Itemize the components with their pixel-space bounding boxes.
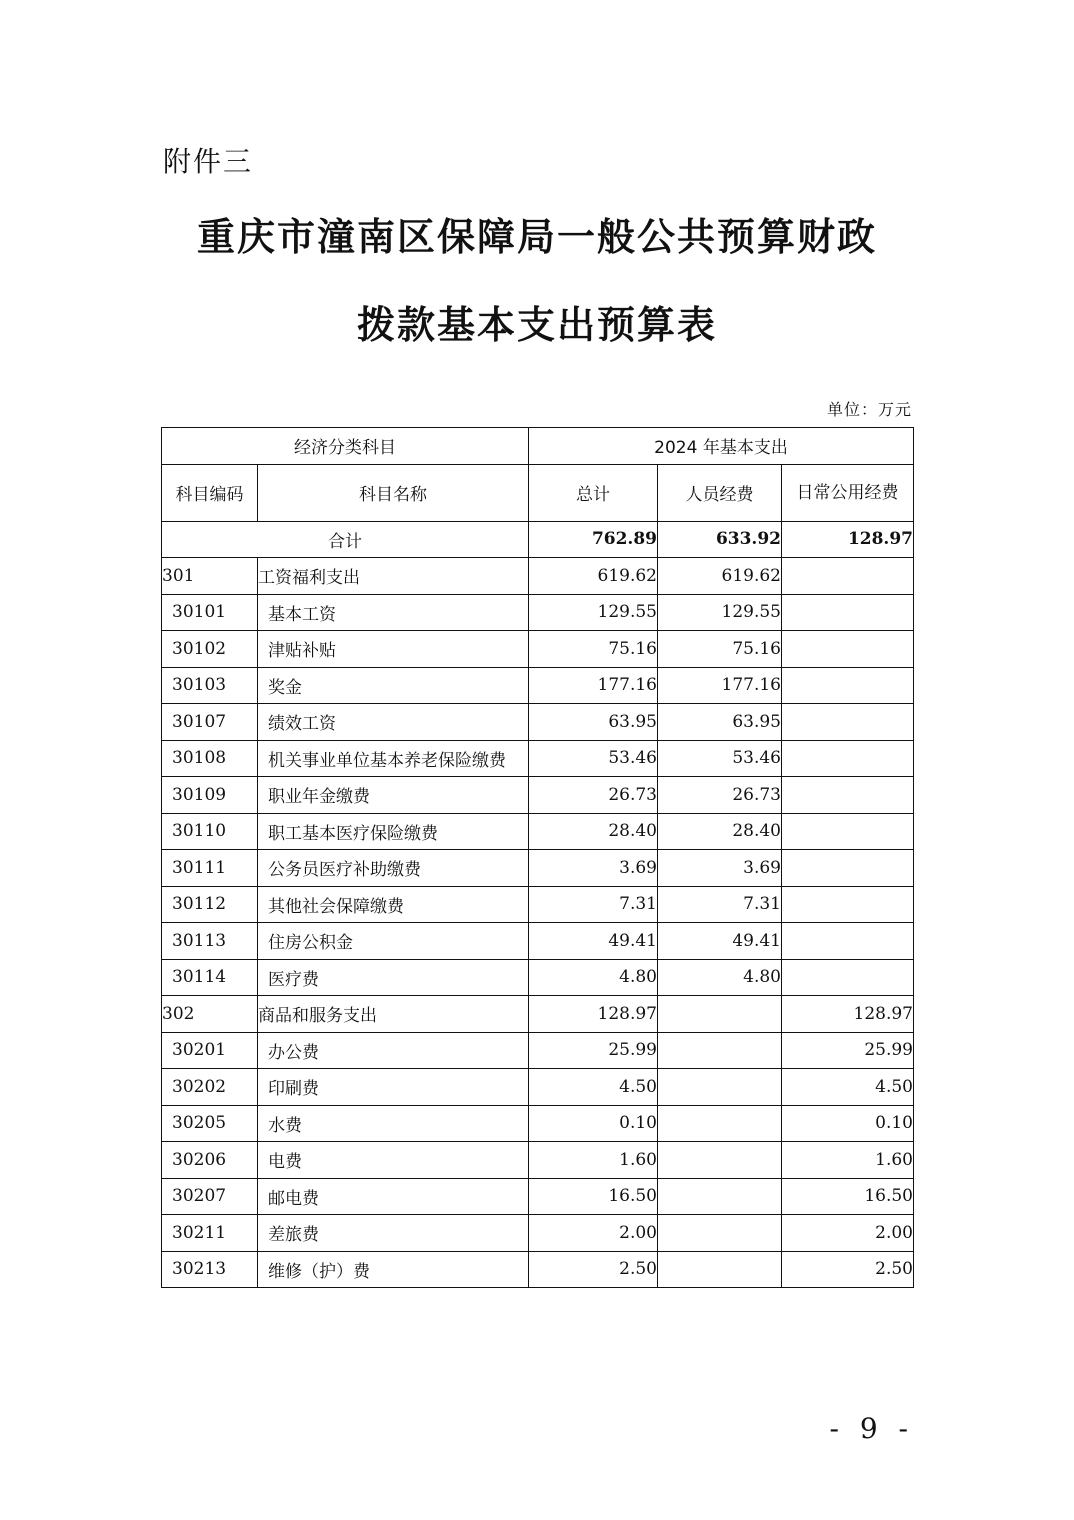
row-personnel: 26.73 <box>658 777 782 814</box>
row-total: 28.40 <box>529 813 658 850</box>
row-code: 30110 <box>162 813 258 850</box>
row-name: 商品和服务支出 <box>258 996 529 1033</box>
row-code: 30107 <box>162 704 258 741</box>
row-personnel: 49.41 <box>658 923 782 960</box>
row-public: 25.99 <box>782 1032 914 1069</box>
row-personnel: 53.46 <box>658 740 782 777</box>
table-row <box>162 886 914 923</box>
budget-table <box>161 427 914 1288</box>
row-personnel <box>658 1215 782 1252</box>
row-code: 301 <box>162 558 258 595</box>
row-name: 职工基本医疗保险缴费 <box>258 813 529 850</box>
table-row <box>162 1142 914 1179</box>
row-total: 2.00 <box>529 1215 658 1252</box>
row-personnel <box>658 1105 782 1142</box>
row-personnel: 63.95 <box>658 704 782 741</box>
row-code: 30101 <box>162 594 258 631</box>
header-public: 日常公用经费 <box>782 464 914 521</box>
row-name: 邮电费 <box>258 1178 529 1215</box>
header-personnel: 人员经费 <box>658 464 782 521</box>
table-row <box>162 667 914 704</box>
row-personnel: 619.62 <box>658 558 782 595</box>
row-code: 30205 <box>162 1105 258 1142</box>
table-row <box>162 1105 914 1142</box>
row-personnel <box>658 1251 782 1288</box>
row-name: 公务员医疗补助缴费 <box>258 850 529 887</box>
table-row <box>162 850 914 887</box>
header-code: 科目编码 <box>162 464 258 521</box>
table-row <box>162 813 914 850</box>
row-code: 30201 <box>162 1032 258 1069</box>
row-total: 4.80 <box>529 959 658 996</box>
row-personnel <box>658 1142 782 1179</box>
header-column-row <box>162 464 914 521</box>
row-personnel: 3.69 <box>658 850 782 887</box>
row-personnel: 177.16 <box>658 667 782 704</box>
row-code: 30213 <box>162 1251 258 1288</box>
row-code: 30114 <box>162 959 258 996</box>
total-personnel: 633.92 <box>658 521 782 558</box>
table-row <box>162 1251 914 1288</box>
row-name: 办公费 <box>258 1032 529 1069</box>
unit-label: 单位：万元 <box>826 400 912 419</box>
header-name: 科目名称 <box>258 464 529 521</box>
table-row <box>162 777 914 814</box>
row-public: 16.50 <box>782 1178 914 1215</box>
row-total: 63.95 <box>529 704 658 741</box>
row-public <box>782 777 914 814</box>
table-row <box>162 959 914 996</box>
table-row <box>162 704 914 741</box>
row-total: 1.60 <box>529 1142 658 1179</box>
row-name: 其他社会保障缴费 <box>258 886 529 923</box>
row-personnel: 75.16 <box>658 631 782 668</box>
table-row <box>162 631 914 668</box>
row-personnel <box>658 1178 782 1215</box>
row-name: 电费 <box>258 1142 529 1179</box>
row-public <box>782 923 914 960</box>
document-title-line-1: 重庆市潼南区保障局一般公共预算财政 <box>196 214 877 259</box>
row-code: 30211 <box>162 1215 258 1252</box>
row-public <box>782 886 914 923</box>
table-row <box>162 1069 914 1106</box>
row-public <box>782 850 914 887</box>
table-row <box>162 923 914 960</box>
total-sum: 762.89 <box>529 521 658 558</box>
header-total: 总计 <box>529 464 658 521</box>
row-code: 30103 <box>162 667 258 704</box>
row-public <box>782 558 914 595</box>
row-personnel: 28.40 <box>658 813 782 850</box>
header-economic-category: 经济分类科目 <box>162 428 529 465</box>
row-name: 住房公积金 <box>258 923 529 960</box>
document-title-line-2: 拨款基本支出预算表 <box>356 302 717 347</box>
table-row <box>162 1032 914 1069</box>
row-code: 302 <box>162 996 258 1033</box>
row-name: 基本工资 <box>258 594 529 631</box>
row-personnel <box>658 1032 782 1069</box>
row-total: 26.73 <box>529 777 658 814</box>
attachment-label: 附件三 <box>163 145 254 178</box>
row-public <box>782 631 914 668</box>
table-row <box>162 1215 914 1252</box>
row-name: 津贴补贴 <box>258 631 529 668</box>
row-code: 30206 <box>162 1142 258 1179</box>
row-total: 177.16 <box>529 667 658 704</box>
row-code: 30113 <box>162 923 258 960</box>
row-name: 工资福利支出 <box>258 558 529 595</box>
row-public <box>782 959 914 996</box>
row-personnel: 129.55 <box>658 594 782 631</box>
row-public <box>782 740 914 777</box>
table-row <box>162 740 914 777</box>
header-basic-expenditure: 2024 年基本支出 <box>529 428 914 465</box>
row-code: 30102 <box>162 631 258 668</box>
row-public: 0.10 <box>782 1105 914 1142</box>
row-public <box>782 667 914 704</box>
row-total: 2.50 <box>529 1251 658 1288</box>
row-public: 2.50 <box>782 1251 914 1288</box>
row-total: 128.97 <box>529 996 658 1033</box>
row-total: 49.41 <box>529 923 658 960</box>
row-total: 129.55 <box>529 594 658 631</box>
row-total: 53.46 <box>529 740 658 777</box>
total-row <box>162 521 914 558</box>
table-row <box>162 594 914 631</box>
row-code: 30109 <box>162 777 258 814</box>
row-code: 30202 <box>162 1069 258 1106</box>
row-personnel <box>658 996 782 1033</box>
row-name: 机关事业单位基本养老保险缴费 <box>258 740 529 777</box>
row-code: 30207 <box>162 1178 258 1215</box>
row-name: 维修（护）费 <box>258 1251 529 1288</box>
row-code: 30111 <box>162 850 258 887</box>
row-total: 0.10 <box>529 1105 658 1142</box>
table-row <box>162 996 914 1033</box>
row-total: 7.31 <box>529 886 658 923</box>
row-total: 16.50 <box>529 1178 658 1215</box>
row-total: 75.16 <box>529 631 658 668</box>
row-name: 奖金 <box>258 667 529 704</box>
total-public: 128.97 <box>782 521 914 558</box>
row-public: 1.60 <box>782 1142 914 1179</box>
row-name: 绩效工资 <box>258 704 529 741</box>
table-row <box>162 558 914 595</box>
row-total: 619.62 <box>529 558 658 595</box>
row-total: 25.99 <box>529 1032 658 1069</box>
row-public: 4.50 <box>782 1069 914 1106</box>
page-number: - 9 - <box>829 1412 914 1445</box>
row-name: 印刷费 <box>258 1069 529 1106</box>
row-public: 2.00 <box>782 1215 914 1252</box>
row-name: 水费 <box>258 1105 529 1142</box>
total-label: 合计 <box>162 521 529 558</box>
row-public <box>782 704 914 741</box>
row-code: 30112 <box>162 886 258 923</box>
row-personnel: 7.31 <box>658 886 782 923</box>
row-public <box>782 813 914 850</box>
row-public: 128.97 <box>782 996 914 1033</box>
row-name: 医疗费 <box>258 959 529 996</box>
row-code: 30108 <box>162 740 258 777</box>
table-row <box>162 1178 914 1215</box>
row-name: 职业年金缴费 <box>258 777 529 814</box>
header-group-row <box>162 428 914 465</box>
row-total: 4.50 <box>529 1069 658 1106</box>
row-total: 3.69 <box>529 850 658 887</box>
row-public <box>782 594 914 631</box>
row-personnel <box>658 1069 782 1106</box>
row-name: 差旅费 <box>258 1215 529 1252</box>
row-personnel: 4.80 <box>658 959 782 996</box>
